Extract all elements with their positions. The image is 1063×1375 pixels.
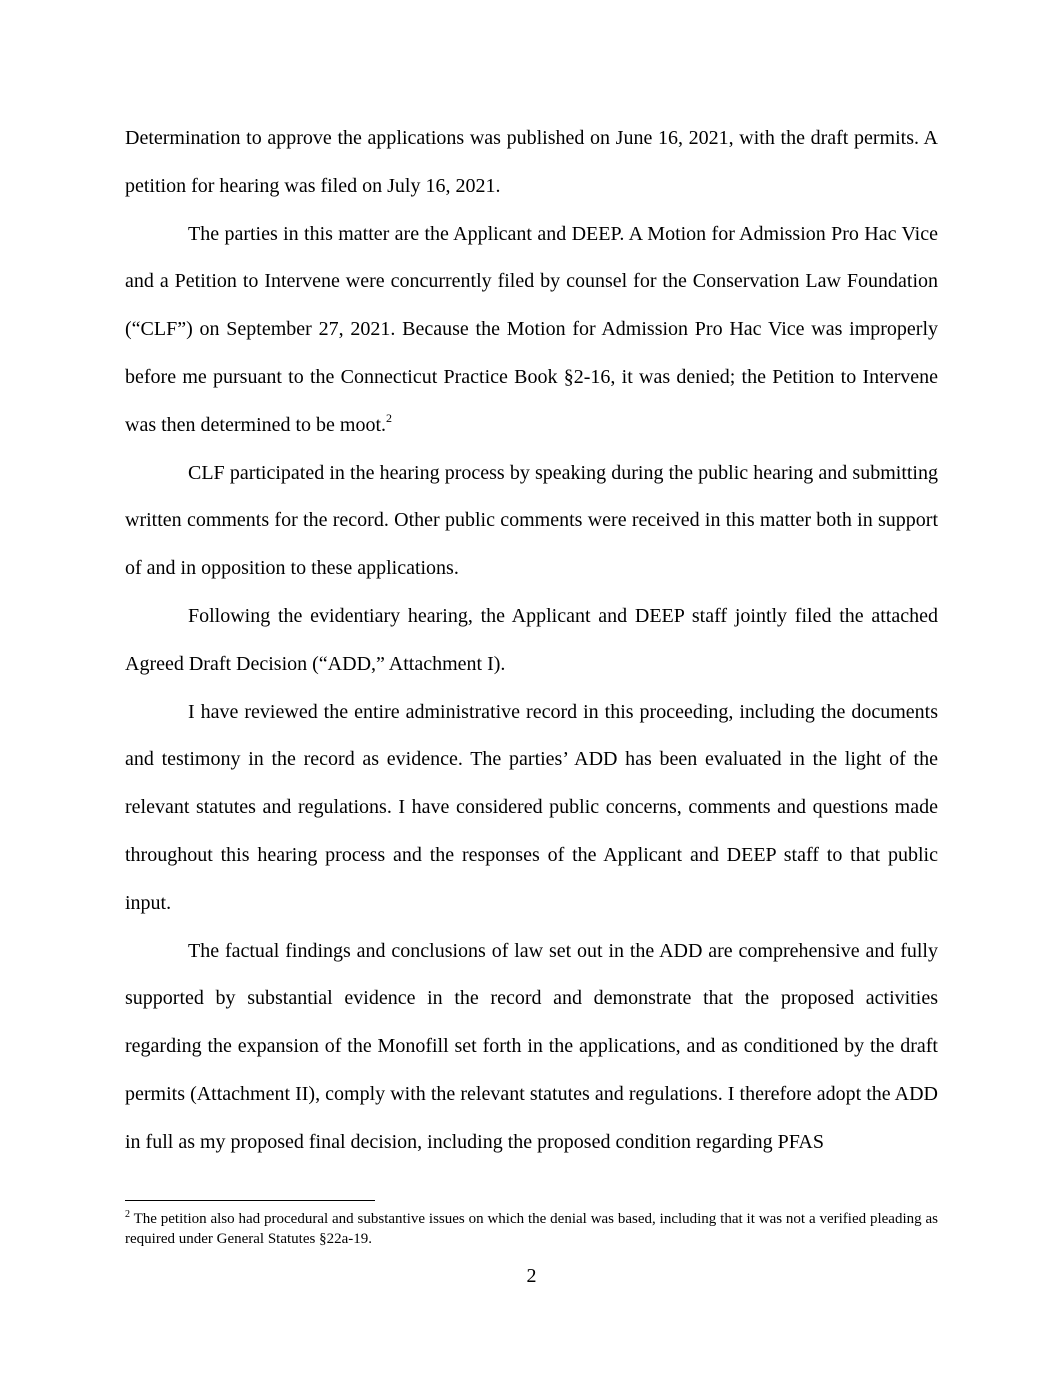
footnote-divider <box>125 1200 375 1201</box>
paragraph-3 <box>125 450 938 593</box>
paragraph-5-text: I have reviewed the entire administrative record in this proceeding, including the documents and testimony in the record as evidence. The parties’ ADD has been evaluated in the light of the relevant statutes and regulations. I have considered public concerns, comments and questions made throughout this hearing process and the responses of the Applicant and DEEP staff to that public input. <box>125 700 938 914</box>
document-body <box>125 115 938 1167</box>
paragraph-5 <box>125 689 938 928</box>
footnote-reference: 2 <box>386 410 393 425</box>
paragraph-6-text: The factual findings and conclusions of law set out in the ADD are comprehensive and fully supported by substantial evidence in the record and demonstrate that the proposed activities regarding the expansion of the Monofill set forth in the applications, and as conditioned by the draft permits (Attachment II), comply with the relevant statutes and regulations. I therefore adopt the ADD in full as my proposed final decision, including the proposed condition regarding PFAS <box>125 939 938 1153</box>
paragraph-1 <box>125 115 938 211</box>
paragraph-2 <box>125 211 938 450</box>
paragraph-4-text: Following the evidentiary hearing, the Applicant and DEEP staff jointly filed the attached Agreed Draft Decision (“ADD,” Attachment I). <box>125 604 938 675</box>
footnote-number: 2 <box>125 1209 130 1220</box>
paragraph-2-text: The parties in this matter are the Applicant and DEEP. A Motion for Admission Pro Hac Vice and a Petition to Intervene were concurrently filed by counsel for the Conservation Law Foundation (“CLF”) on September 27, 2021. Because the Motion for Admission Pro Hac Vice was improperly before me pursuant to the Connecticut Practice Book §2-16, it was denied; the Petition to Intervene was then determined to be moot. <box>125 222 938 436</box>
paragraph-3-text: CLF participated in the hearing process by speaking during the public hearing and submitting written comments for the record. Other public comments were received in this matter both in support of and in opposition to these applications. <box>125 461 938 580</box>
paragraph-1-text: Determination to approve the applications was published on June 16, 2021, with the draft permits. A petition for hearing was filed on July 16, 2021. <box>125 127 938 197</box>
footnote <box>125 1209 938 1249</box>
paragraph-6 <box>125 928 938 1167</box>
paragraph-4 <box>125 593 938 689</box>
footnote-text: The petition also had procedural and substantive issues on which the denial was based, including that it was not a verified pleading as required under General Statutes §22a-19. <box>125 1211 938 1247</box>
page-number: 2 <box>526 1265 537 1287</box>
